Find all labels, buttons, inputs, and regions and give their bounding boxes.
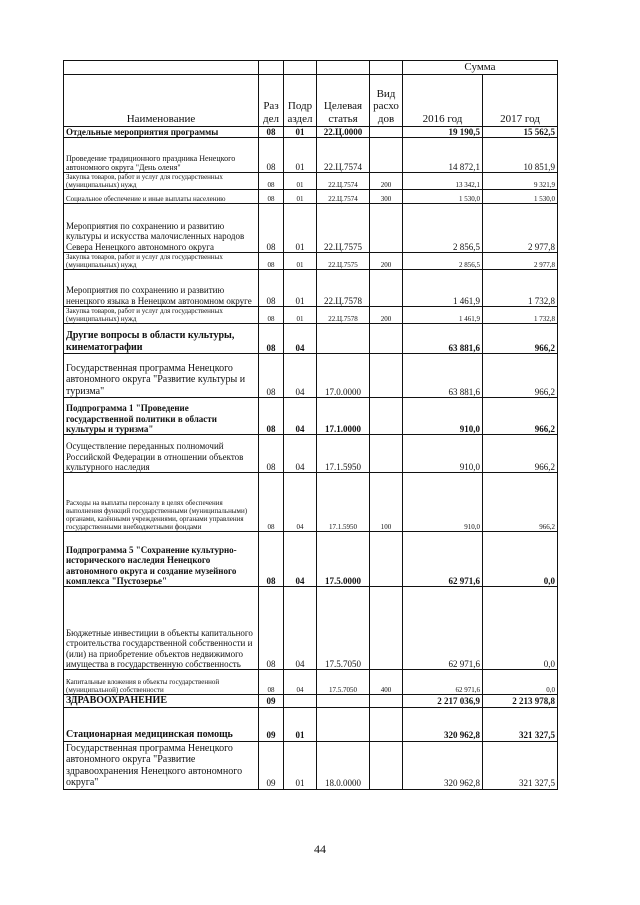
table-row (64, 137, 558, 172)
table-header (64, 61, 558, 127)
row-amount-2017: 2 977,8 (483, 204, 558, 253)
row-name: ЗДРАВООХРАНЕНИЕ (64, 695, 259, 708)
header-target: Целевая статья (317, 74, 370, 126)
row-section: 08 (259, 532, 284, 587)
row-name: Бюджетные инвестиции в объекты капитального строительства государственной собственности и (или) на приобретение объектов недвижимого имущества в государственную собственность (64, 587, 259, 670)
row-amount-2017: 9 321,9 (483, 172, 558, 189)
table-row (64, 270, 558, 307)
row-amount-2016: 320 962,8 (403, 707, 483, 741)
row-section: 08 (259, 398, 284, 435)
row-expense-type: 200 (370, 253, 403, 270)
row-amount-2017: 1 732,8 (483, 270, 558, 307)
row-expense-type (370, 126, 403, 137)
table-row (64, 398, 558, 435)
table-row (64, 532, 558, 587)
row-section: 08 (259, 270, 284, 307)
row-expense-type: 300 (370, 190, 403, 204)
row-target: 17.1.5950 (317, 473, 370, 532)
header-name: Наименование (64, 74, 259, 126)
row-target (317, 707, 370, 741)
row-amount-2017: 321 327,5 (483, 741, 558, 789)
row-amount-2017: 966,2 (483, 473, 558, 532)
row-expense-type (370, 587, 403, 670)
table-row (64, 695, 558, 708)
row-subsection: 01 (284, 741, 317, 789)
table-row (64, 587, 558, 670)
header-sum: Сумма (403, 61, 558, 75)
header-expense-type: Вид расхо дов (370, 74, 403, 126)
row-amount-2016: 62 971,6 (403, 670, 483, 695)
row-amount-2016: 63 881,6 (403, 354, 483, 398)
row-amount-2016: 320 962,8 (403, 741, 483, 789)
row-section: 08 (259, 435, 284, 473)
row-amount-2016: 13 342,1 (403, 172, 483, 189)
header-subsection: Подр аздел (284, 74, 317, 126)
row-target: 17.5.7050 (317, 587, 370, 670)
row-name: Отдельные мероприятия программы (64, 126, 259, 137)
row-amount-2017: 321 327,5 (483, 707, 558, 741)
row-name: Социальное обеспечение и иные выплаты населению (64, 190, 259, 204)
row-section: 08 (259, 354, 284, 398)
row-amount-2017: 966,2 (483, 435, 558, 473)
row-name: Мероприятия по сохранению и развитию культуры и искусства малочисленных народов Севера Ненецкого автономного округа (64, 204, 259, 253)
row-amount-2017: 2 213 978,8 (483, 695, 558, 708)
row-target: 22.Ц.7574 (317, 190, 370, 204)
row-name: Закупка товаров, работ и услуг для государственных (муниципальных) нужд (64, 172, 259, 189)
row-amount-2016: 63 881,6 (403, 324, 483, 354)
row-expense-type (370, 354, 403, 398)
header-year-2016: 2016 год (403, 74, 483, 126)
row-subsection: 01 (284, 253, 317, 270)
row-name: Капитальные вложения в объекты государственной (муниципальной) собственности (64, 670, 259, 695)
table-row (64, 253, 558, 270)
table-row (64, 307, 558, 324)
row-amount-2016: 62 971,6 (403, 532, 483, 587)
table-row (64, 741, 558, 789)
row-subsection: 04 (284, 398, 317, 435)
row-expense-type (370, 741, 403, 789)
row-target (317, 695, 370, 708)
table-row (64, 190, 558, 204)
budget-table (63, 60, 558, 790)
header-blank (370, 61, 403, 75)
row-amount-2017: 0,0 (483, 587, 558, 670)
row-section: 08 (259, 670, 284, 695)
row-amount-2017: 966,2 (483, 324, 558, 354)
row-section: 08 (259, 190, 284, 204)
table-row (64, 204, 558, 253)
row-amount-2017: 966,2 (483, 398, 558, 435)
table-row (64, 324, 558, 354)
row-expense-type (370, 435, 403, 473)
row-amount-2017: 0,0 (483, 670, 558, 695)
row-section: 09 (259, 695, 284, 708)
row-subsection: 04 (284, 354, 317, 398)
row-name: Другие вопросы в области культуры, кинематографии (64, 324, 259, 354)
row-name: Подпрограмма 5 "Сохранение культурно-исторического наследия Ненецкого автономного округа и создание музейного комплекса "Пустозерье" (64, 532, 259, 587)
row-name: Мероприятия по сохранению и развитию ненецкого языка в Ненецком автономном округе (64, 270, 259, 307)
row-section: 08 (259, 204, 284, 253)
row-name: Проведение традиционного праздника Ненецкого автономного округа "День оленя" (64, 137, 259, 172)
row-name: Закупка товаров, работ и услуг для государственных (муниципальных) нужд (64, 253, 259, 270)
row-amount-2016: 1 461,9 (403, 307, 483, 324)
row-target: 22.Ц.7578 (317, 307, 370, 324)
row-amount-2016: 910,0 (403, 435, 483, 473)
row-section: 09 (259, 741, 284, 789)
row-target: 17.5.7050 (317, 670, 370, 695)
row-amount-2016: 910,0 (403, 473, 483, 532)
row-section: 08 (259, 137, 284, 172)
row-expense-type (370, 707, 403, 741)
row-section: 08 (259, 307, 284, 324)
row-subsection: 01 (284, 707, 317, 741)
row-amount-2016: 14 872,1 (403, 137, 483, 172)
row-expense-type: 200 (370, 172, 403, 189)
row-subsection: 01 (284, 307, 317, 324)
row-expense-type (370, 695, 403, 708)
header-blank (259, 61, 284, 75)
row-expense-type (370, 398, 403, 435)
row-amount-2016: 2 217 036,9 (403, 695, 483, 708)
row-expense-type (370, 324, 403, 354)
row-expense-type: 400 (370, 670, 403, 695)
row-expense-type: 200 (370, 307, 403, 324)
row-amount-2017: 10 851,9 (483, 137, 558, 172)
row-target: 17.1.0000 (317, 398, 370, 435)
row-subsection: 01 (284, 137, 317, 172)
row-target (317, 324, 370, 354)
header-section: Раз дел (259, 74, 284, 126)
row-expense-type: 100 (370, 473, 403, 532)
row-section: 08 (259, 587, 284, 670)
header-blank (317, 61, 370, 75)
table-row (64, 473, 558, 532)
row-name: Расходы на выплаты персоналу в целях обеспечения выполнения функций государственными (муниципальными) органами, казёнными учреждениями, органами управления государственными внебюджетными фондами (64, 473, 259, 532)
row-name: Подпрограмма 1 "Проведение государственной политики в области культуры и туризма" (64, 398, 259, 435)
table-row (64, 172, 558, 189)
row-section: 08 (259, 473, 284, 532)
row-subsection (284, 695, 317, 708)
row-section: 08 (259, 126, 284, 137)
row-section: 08 (259, 324, 284, 354)
row-target: 22.Ц.7575 (317, 204, 370, 253)
row-subsection: 04 (284, 532, 317, 587)
row-expense-type (370, 204, 403, 253)
table-row (64, 670, 558, 695)
row-subsection: 04 (284, 435, 317, 473)
row-target: 17.0.0000 (317, 354, 370, 398)
row-name: Стационарная медицинская помощь (64, 707, 259, 741)
row-amount-2016: 1 461,9 (403, 270, 483, 307)
page-number: 44 (314, 842, 326, 856)
row-amount-2016: 1 530,0 (403, 190, 483, 204)
table-row (64, 126, 558, 137)
row-section: 08 (259, 172, 284, 189)
row-subsection: 01 (284, 126, 317, 137)
row-name: Государственная программа Ненецкого автономного округа "Развитие здравоохранения Ненецкого автономного округа" (64, 741, 259, 789)
header-blank (64, 61, 259, 75)
row-expense-type (370, 137, 403, 172)
row-expense-type (370, 270, 403, 307)
row-name: Закупка товаров, работ и услуг для государственных (муниципальных) нужд (64, 307, 259, 324)
row-name: Государственная программа Ненецкого автономного округа "Развитие культуры и туризма" (64, 354, 259, 398)
row-name: Осуществление переданных полномочий Российской Федерации в отношении объектов культурного наследия (64, 435, 259, 473)
header-blank (284, 61, 317, 75)
row-amount-2016: 2 856,5 (403, 253, 483, 270)
row-subsection: 01 (284, 204, 317, 253)
row-amount-2016: 19 190,5 (403, 126, 483, 137)
row-expense-type (370, 532, 403, 587)
row-amount-2017: 1 732,8 (483, 307, 558, 324)
row-subsection: 01 (284, 190, 317, 204)
row-subsection: 04 (284, 587, 317, 670)
row-target: 17.5.0000 (317, 532, 370, 587)
row-target: 22.Ц.7574 (317, 172, 370, 189)
row-amount-2016: 910,0 (403, 398, 483, 435)
row-subsection: 01 (284, 270, 317, 307)
row-target: 17.1.5950 (317, 435, 370, 473)
row-amount-2017: 966,2 (483, 354, 558, 398)
row-subsection: 04 (284, 324, 317, 354)
row-target: 22.Ц.7578 (317, 270, 370, 307)
row-subsection: 04 (284, 473, 317, 532)
row-amount-2017: 1 530,0 (483, 190, 558, 204)
header-year-2017: 2017 год (483, 74, 558, 126)
row-amount-2016: 2 856,5 (403, 204, 483, 253)
row-target: 22.Ц.7575 (317, 253, 370, 270)
row-target: 22.Ц.7574 (317, 137, 370, 172)
table-body (64, 126, 558, 789)
row-amount-2016: 62 971,6 (403, 587, 483, 670)
row-subsection: 04 (284, 670, 317, 695)
row-amount-2017: 0,0 (483, 532, 558, 587)
row-subsection: 01 (284, 172, 317, 189)
row-amount-2017: 15 562,5 (483, 126, 558, 137)
table-row (64, 707, 558, 741)
table-row (64, 354, 558, 398)
row-section: 08 (259, 253, 284, 270)
table-row (64, 435, 558, 473)
row-target: 18.0.0000 (317, 741, 370, 789)
row-section: 09 (259, 707, 284, 741)
row-amount-2017: 2 977,8 (483, 253, 558, 270)
row-target: 22.Ц.0000 (317, 126, 370, 137)
